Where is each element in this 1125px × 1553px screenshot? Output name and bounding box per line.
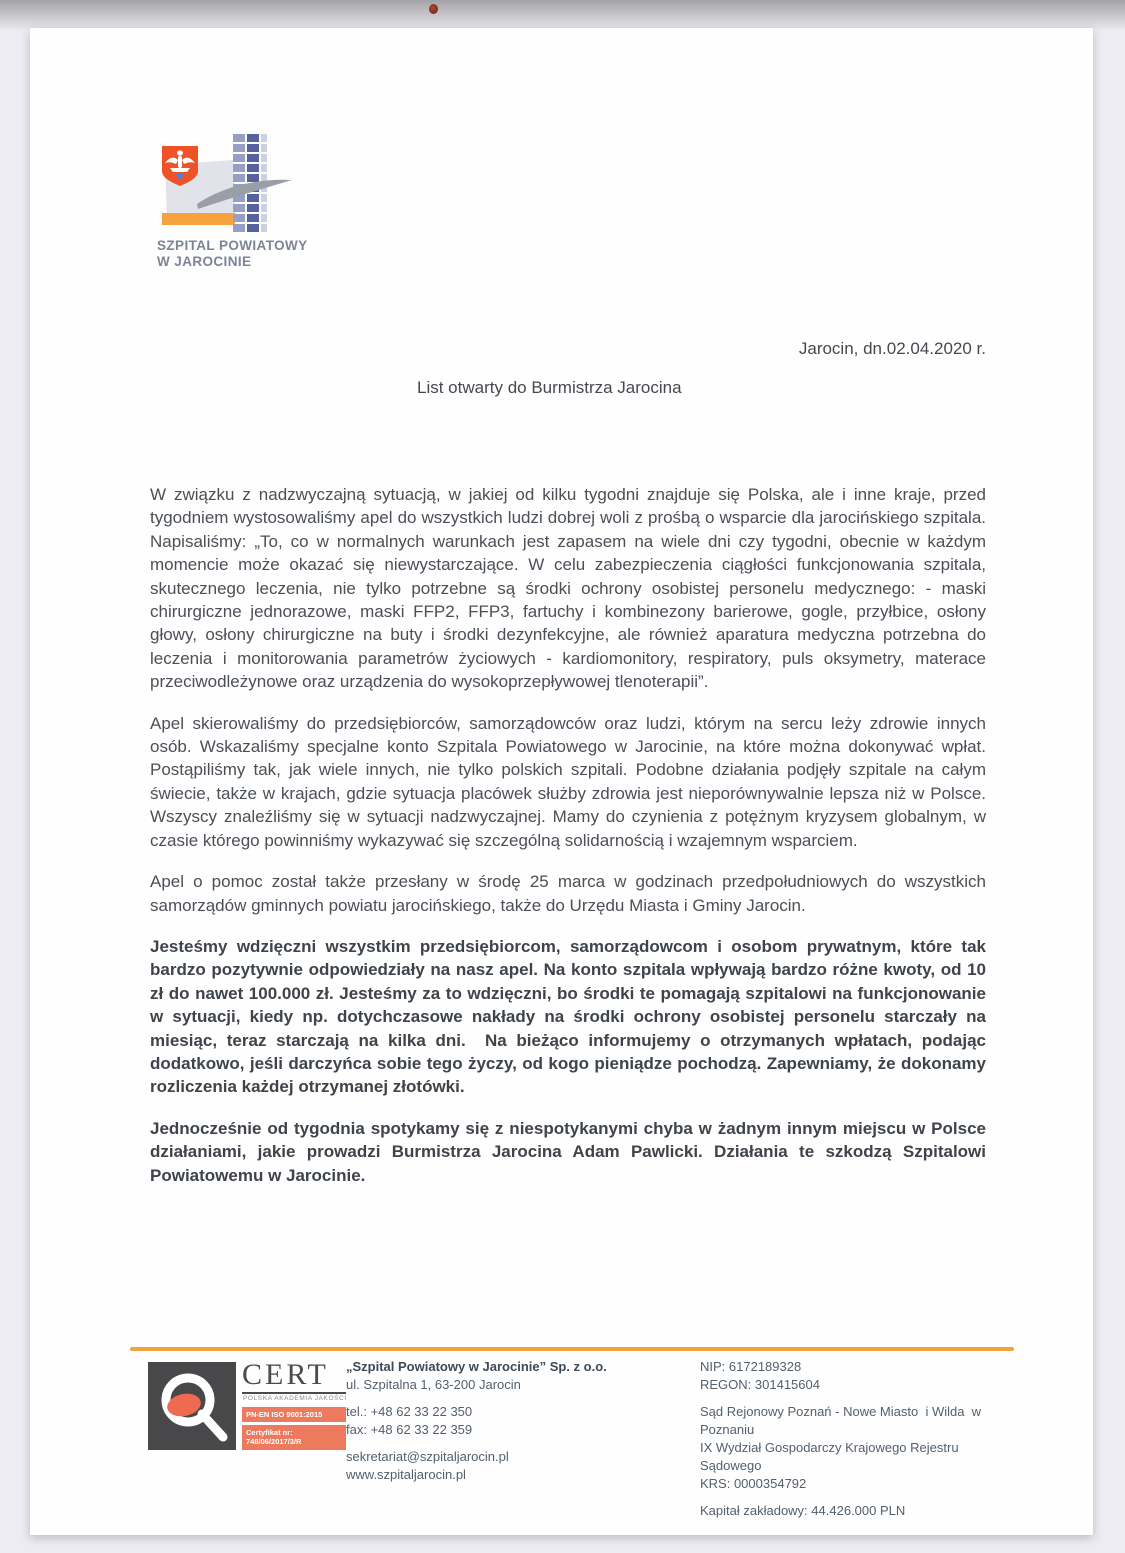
cert-badge-iso: PN-EN ISO 9001:2015 bbox=[242, 1407, 346, 1422]
hospital-logo-icon bbox=[152, 130, 302, 234]
letter-paragraph: W związku z nadzwyczajną sytuacją, w jakiej od kilku tygodni znajduje się Polska, ale i inne kraje, przed tygodniem wystosowaliśmy apel do wszystkich ludzi dobrej woli z prośbą o wsparcie dla jarocińskiego szpitala. Napisaliśmy: „To, co w normalnych warunkach jest zapasem na wiele dni czy tygodni, obecnie w każdym momencie może okazać się niewystarczające. W celu zabezpieczenia ciągłości funkcjonowania szpitala, skutecznego leczenia, nie tylko potrzebne są środki ochrony osobistej personelu medycznego: - maski chirurgiczne jednorazowe, maski FFP2, FFP3, fartuchy i kombinezony barierowe, gogle, przyłbice, osłony głowy, osłony chirurgiczne na buty i środki dezynfekcyjne, ale również aparatura medyczna potrzebna do leczenia i monitorowania parametrów życiowych - kardiomonitory, respiratory, puls oksymetry, materace przeciwodleżynowe oraz urządzenia do wysokoprzepływowej tlenoterapii”. bbox=[150, 485, 991, 692]
cert-block bbox=[242, 1359, 354, 1453]
company-fax: fax: +48 62 33 22 359 bbox=[346, 1422, 473, 1437]
company-website: www.szpitaljarocin.pl bbox=[346, 1467, 466, 1482]
company-address: ul. Szpitalna 1, 63-200 Jarocin bbox=[346, 1377, 521, 1392]
cert-rule bbox=[242, 1392, 346, 1394]
letter-body bbox=[150, 483, 991, 1205]
letter-paragraph-bold: Jesteśmy wdzięczni wszystkim przedsiębiorcom, samorządowcom i osobom prywatnym, które tak bardzo pozytywnie odpowiedziały na nasz apel. Na konto szpitala wpływają bardzo różne kwoty, od 10 zł do nawet 100.000 zł. Jesteśmy za to wdzięczni, bo środki te pomagają szpitalowi na funkcjonowanie w sytuacji, kiedy np. dotychczasowe nakłady na środki ochrony osobistej personelu starczały na miesiąc, teraz starczają na kilka dni. Na bieżąco informujemy o otrzymanych wpłatach, podając dodatkowo, jeśli darczyńca sobie tego życzy, od kogo pieniądze pochodzą. Zapewniamy, że dokonamy rozliczenia każdej otrzymanej złotówki. bbox=[150, 936, 991, 1097]
footer-divider bbox=[130, 1347, 1014, 1351]
registry-regon: REGON: 301415604 bbox=[700, 1377, 820, 1392]
hospital-name-line1: SZPITAL POWIATOWY bbox=[157, 238, 308, 253]
letter-title: List otwarty do Burmistrza Jarocina bbox=[417, 378, 682, 397]
company-contact-block bbox=[346, 1358, 626, 1484]
letter-paragraph: Apel o pomoc został także przesłany w środę 25 marca w godzinach przedpołudniowych do wszystkich samorządów gminnych powiatu jarocińskiego, także do Urzędu Miasta i Gminy Jarocin. bbox=[150, 872, 991, 915]
document-page bbox=[30, 28, 1093, 1535]
letter-paragraph: Apel skierowaliśmy do przedsiębiorców, samorządowców oraz ludzi, którym na sercu leży zdrowie innych osób. Wskazaliśmy specjalne konto Szpitala Powiatowego w Jarocinie, na które można dokonywać wpłat. Postąpiliśmy tak, jak wiele innych, nie tylko polskich szpitali. Podobne działania podjęły szpitale na całym świecie, także w krajach, gdzie sytuacja placówek służby zdrowia jest nieporównywalnie lepsza niż w Polsce. Wszyscy znaleźliśmy się w sytuacji nadzwyczajnej. Mamy do czynienia z potężnym kryzysem globalnym, w czasie którego powinniśmy wykazywać się szczególną solidarnością i wzajemnym wsparciem. bbox=[150, 713, 991, 850]
cert-subtitle: POLSKA AKADEMIA JAKOŚCI bbox=[243, 1394, 347, 1402]
registry-court-line1: Sąd Rejonowy Poznań - Nowe Miasto i Wilda w Poznaniu bbox=[700, 1404, 985, 1437]
hospital-name bbox=[157, 238, 308, 270]
cert-badge-number: Certyfikat nr: 748/06/2017/3/R bbox=[242, 1425, 346, 1450]
letter-paragraph-bold: Jednocześnie od tygodnia spotykamy się z niespotykanymi chyba w żadnym innym miejscu w Polsce działaniami, jakie prowadzi Burmistrza Jarocina Adam Pawlicki. Działania te szkodzą Szpitalowi Powiatowemu w Jarocinie. bbox=[150, 1118, 991, 1185]
scan-background-band bbox=[0, 0, 1125, 30]
cert-wordmark: CERT bbox=[242, 1358, 329, 1391]
registry-nip: NIP: 6172189328 bbox=[700, 1359, 802, 1374]
company-name: „Szpital Powiatowy w Jarocinie” Sp. z o.o. bbox=[346, 1359, 607, 1374]
company-tel: tel.: +48 62 33 22 350 bbox=[346, 1404, 473, 1419]
registry-court-line2: IX Wydział Gospodarczy Krajowego Rejestru Sądowego bbox=[700, 1440, 959, 1473]
registry-capital: Kapitał zakładowy: 44.426.000 PLN bbox=[700, 1503, 906, 1518]
registry-block bbox=[700, 1358, 1020, 1520]
dateline: Jarocin, dn.02.04.2020 r. bbox=[798, 339, 986, 358]
company-email: sekretariat@szpitaljarocin.pl bbox=[346, 1449, 509, 1464]
cert-logo-icon bbox=[148, 1362, 236, 1450]
registry-krs: KRS: 0000354792 bbox=[700, 1476, 807, 1491]
hospital-name-line2: W JAROCINIE bbox=[157, 254, 252, 270]
scan-dot-artifact bbox=[429, 4, 438, 14]
